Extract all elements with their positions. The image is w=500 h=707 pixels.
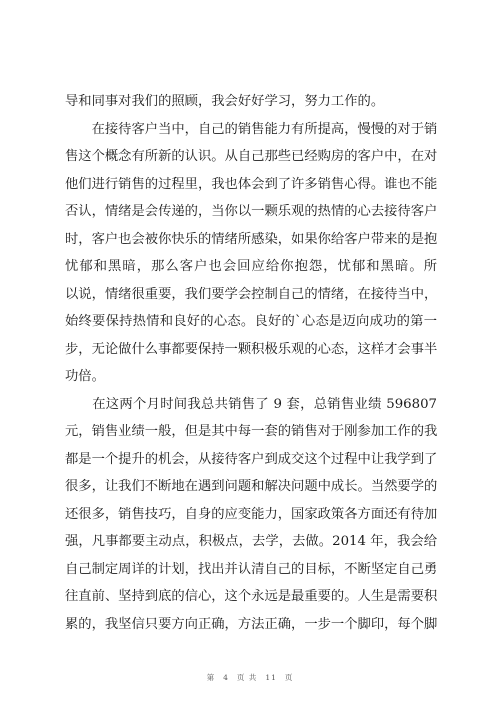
text-line: 很多，让我们不断地在遇到问题和解决问题中成长。当然要学的 — [65, 479, 438, 494]
text-line: 自己制定周详的计划，找出并认清自己的目标，不断坚定自己勇 — [65, 561, 438, 577]
page-footer — [0, 672, 500, 683]
footer-page-number: 4 — [223, 673, 229, 682]
footer-suffix: 页 — [284, 673, 294, 682]
footer-middle: 页 共 — [236, 673, 258, 682]
text-line: 步，无论做什么事都要保持一颗积极乐观的心态，这样才会事半 — [65, 341, 438, 357]
text-line: 忧郁和黑暗，那么客户也会回应给你抱怨，忧郁和黑暗。所 — [65, 259, 437, 274]
body-text — [65, 88, 437, 638]
text-line: 以说，情绪很重要，我们要学会控制自己的情绪，在接待当中， — [65, 286, 438, 302]
text-line: 他们进行销售的过程里，我也体会到了许多销售心得。谁也不能 — [65, 176, 438, 192]
text-line: 售这个概念有所新的认识。从自己那些已经购房的客户中，在对 — [65, 149, 438, 164]
text-line: 时，客户也会被你快乐的情绪所感染，如果你给客户带来的是抱 — [65, 231, 438, 247]
text-line: 导和同事对我们的照顾，我会好好学习，努力工作的。 — [65, 94, 385, 109]
text-line: 否认，情绪是会传递的，当你以一颗乐观的热情的心去接待客户 — [65, 204, 438, 219]
text-line: 始终要保持热情和良好的心态。良好的`心态是迈向成功的第一 — [65, 314, 437, 329]
text-line: 元，销售业绩一般，但是其中每一套的销售对于刚参加工作的我 — [65, 424, 438, 439]
text-line: 都是一个提升的机会，从接待客户到成交这个过程中让我学到了 — [65, 451, 438, 467]
text-line: 往直前、坚持到底的信心，这个永远是最重要的。人生是需要积 — [65, 589, 438, 604]
text-line: 在这两个月时间我总共销售了 9 套，总销售业绩 596807 — [65, 396, 437, 412]
text-line: 累的，我坚信只要方向正确，方法正确，一步一个脚印，每个脚 — [65, 616, 438, 632]
footer-prefix: 第 — [206, 673, 216, 682]
text-line: 还很多，销售技巧，自身的应变能力，国家政策各方面还有待加 — [65, 506, 438, 522]
footer-total-pages: 11 — [265, 673, 277, 682]
text-line: 功倍。 — [65, 369, 105, 384]
text-line: 强，凡事都要主动点，积极点，去学，去做。2014 年，我会给 — [65, 534, 437, 549]
text-line: 在接待客户当中，自己的销售能力有所提高，慢慢的对于销 — [65, 121, 438, 137]
